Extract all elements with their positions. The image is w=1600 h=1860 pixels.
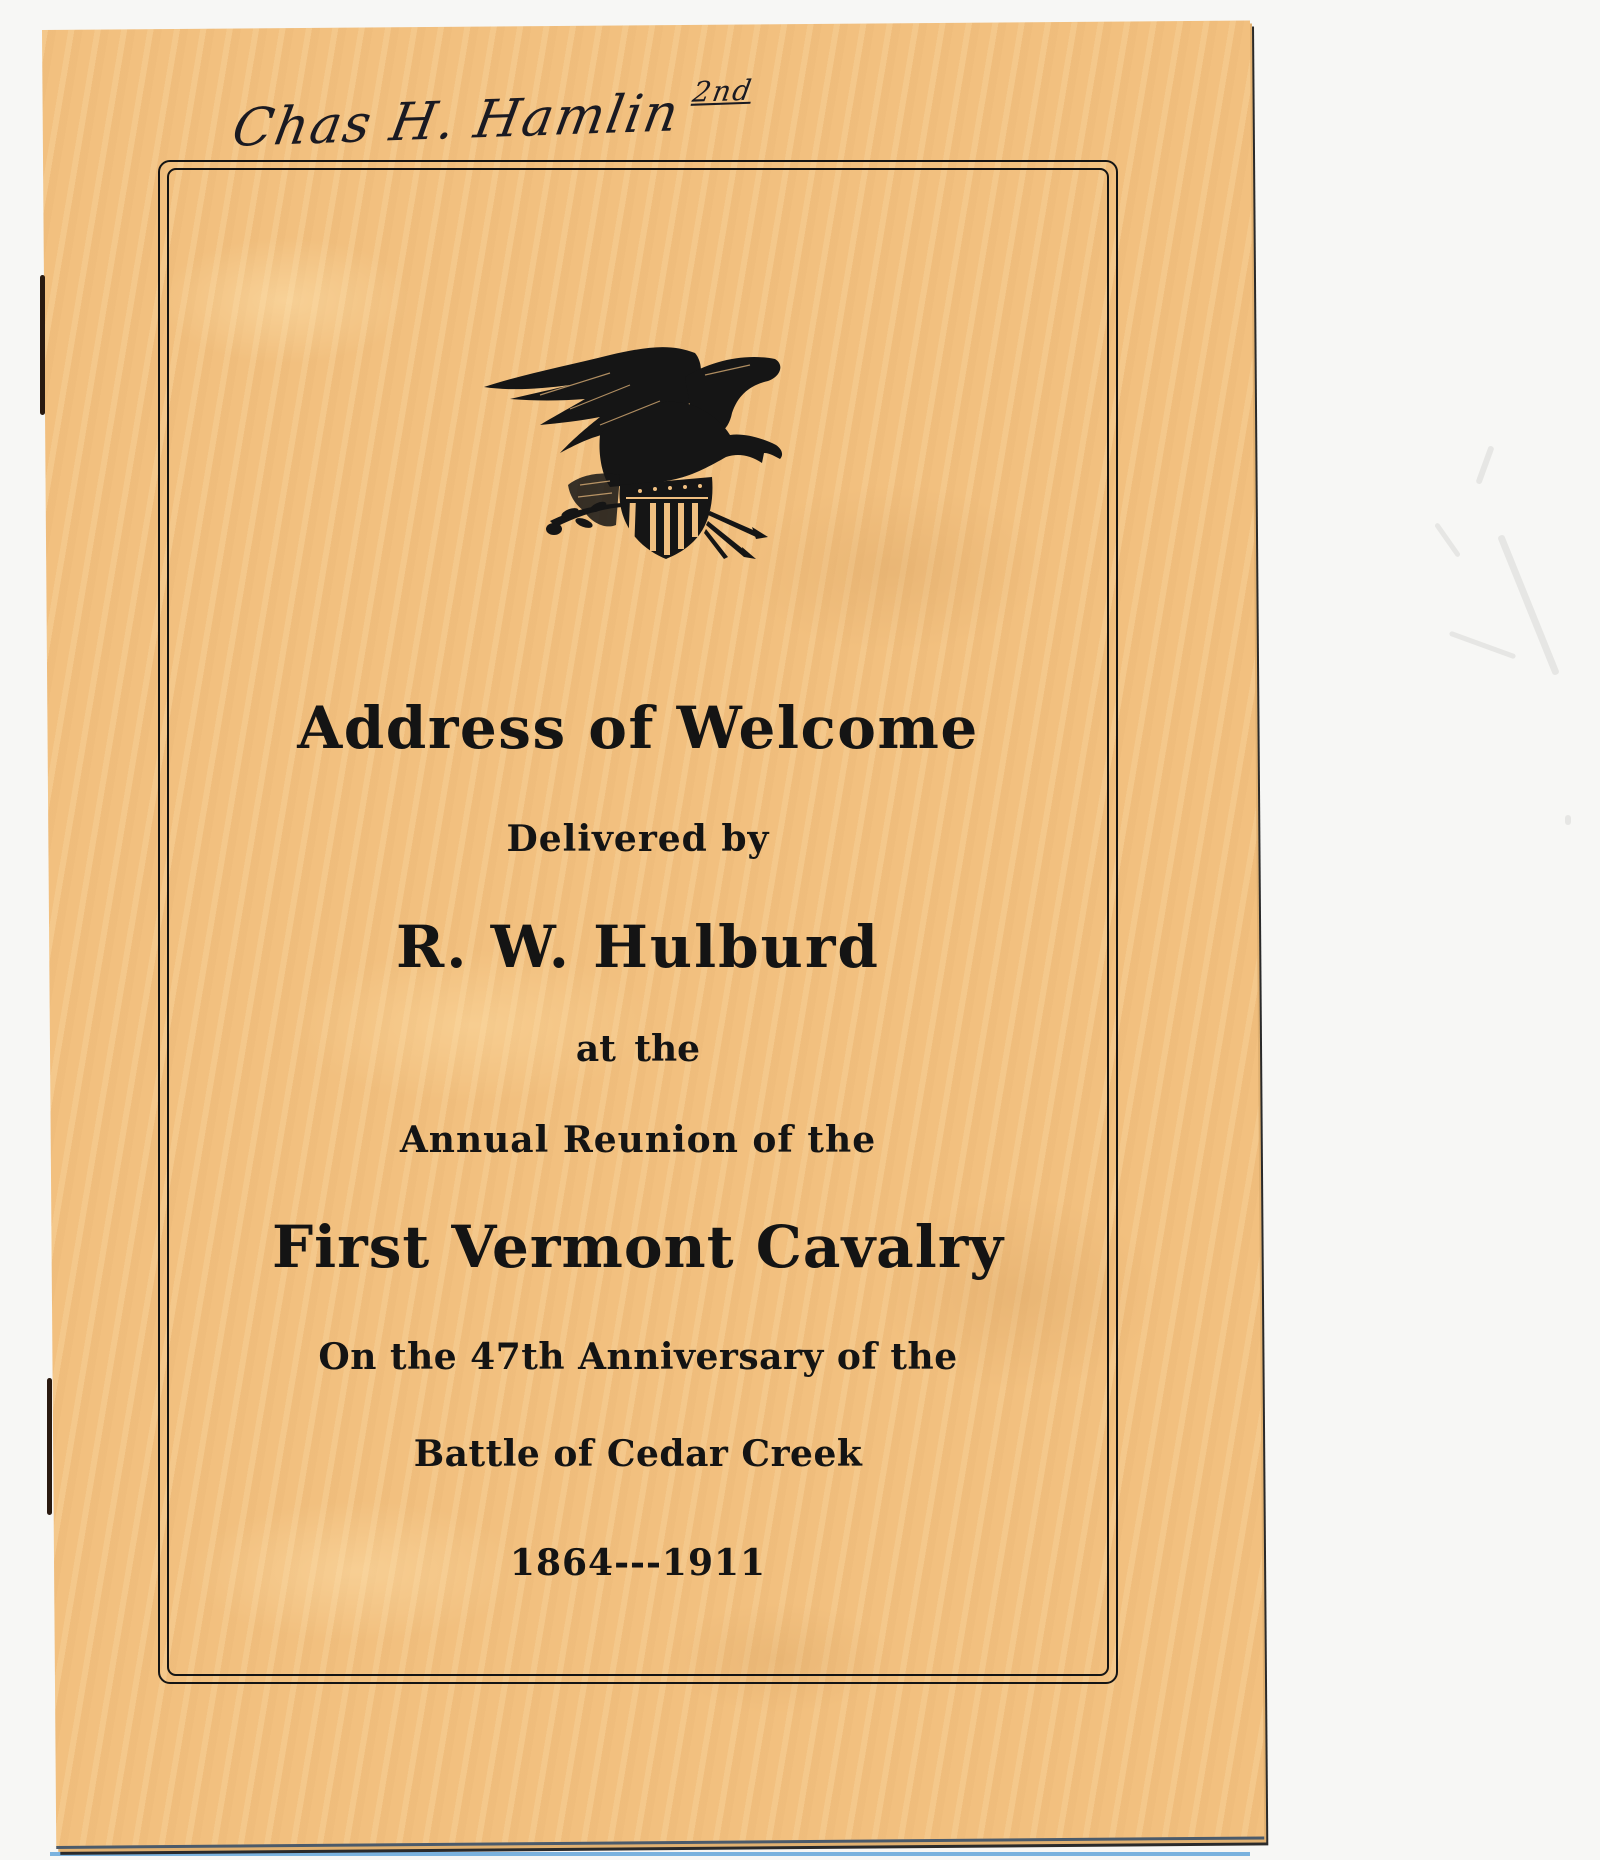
staple-top <box>40 275 45 415</box>
scan-mark <box>1475 445 1494 485</box>
booklet-bottom-edge <box>50 1852 1250 1856</box>
organization-name: First Vermont Cavalry <box>271 1213 1005 1281</box>
eagle-with-shield-icon <box>480 325 792 559</box>
delivered-by-label: Delivered by <box>506 818 770 860</box>
speaker-name: R. W. Hulburd <box>396 913 880 981</box>
at-the-label: at the <box>575 1028 701 1070</box>
cover-title: Address of Welcome <box>297 694 979 762</box>
occasion-label: On the 47th Anniversary of the <box>318 1336 958 1378</box>
scan-mark <box>1449 631 1516 660</box>
signature-name: Chas H. Hamlin <box>228 83 685 159</box>
scan-mark <box>1565 815 1571 825</box>
battle-name: Battle of Cedar Creek <box>413 1433 863 1475</box>
event-label: Annual Reunion of the <box>399 1119 877 1161</box>
years-label: 1864---1911 <box>509 1542 767 1584</box>
signature-suffix: 2nd <box>690 73 756 109</box>
scan-mark <box>1434 522 1461 558</box>
